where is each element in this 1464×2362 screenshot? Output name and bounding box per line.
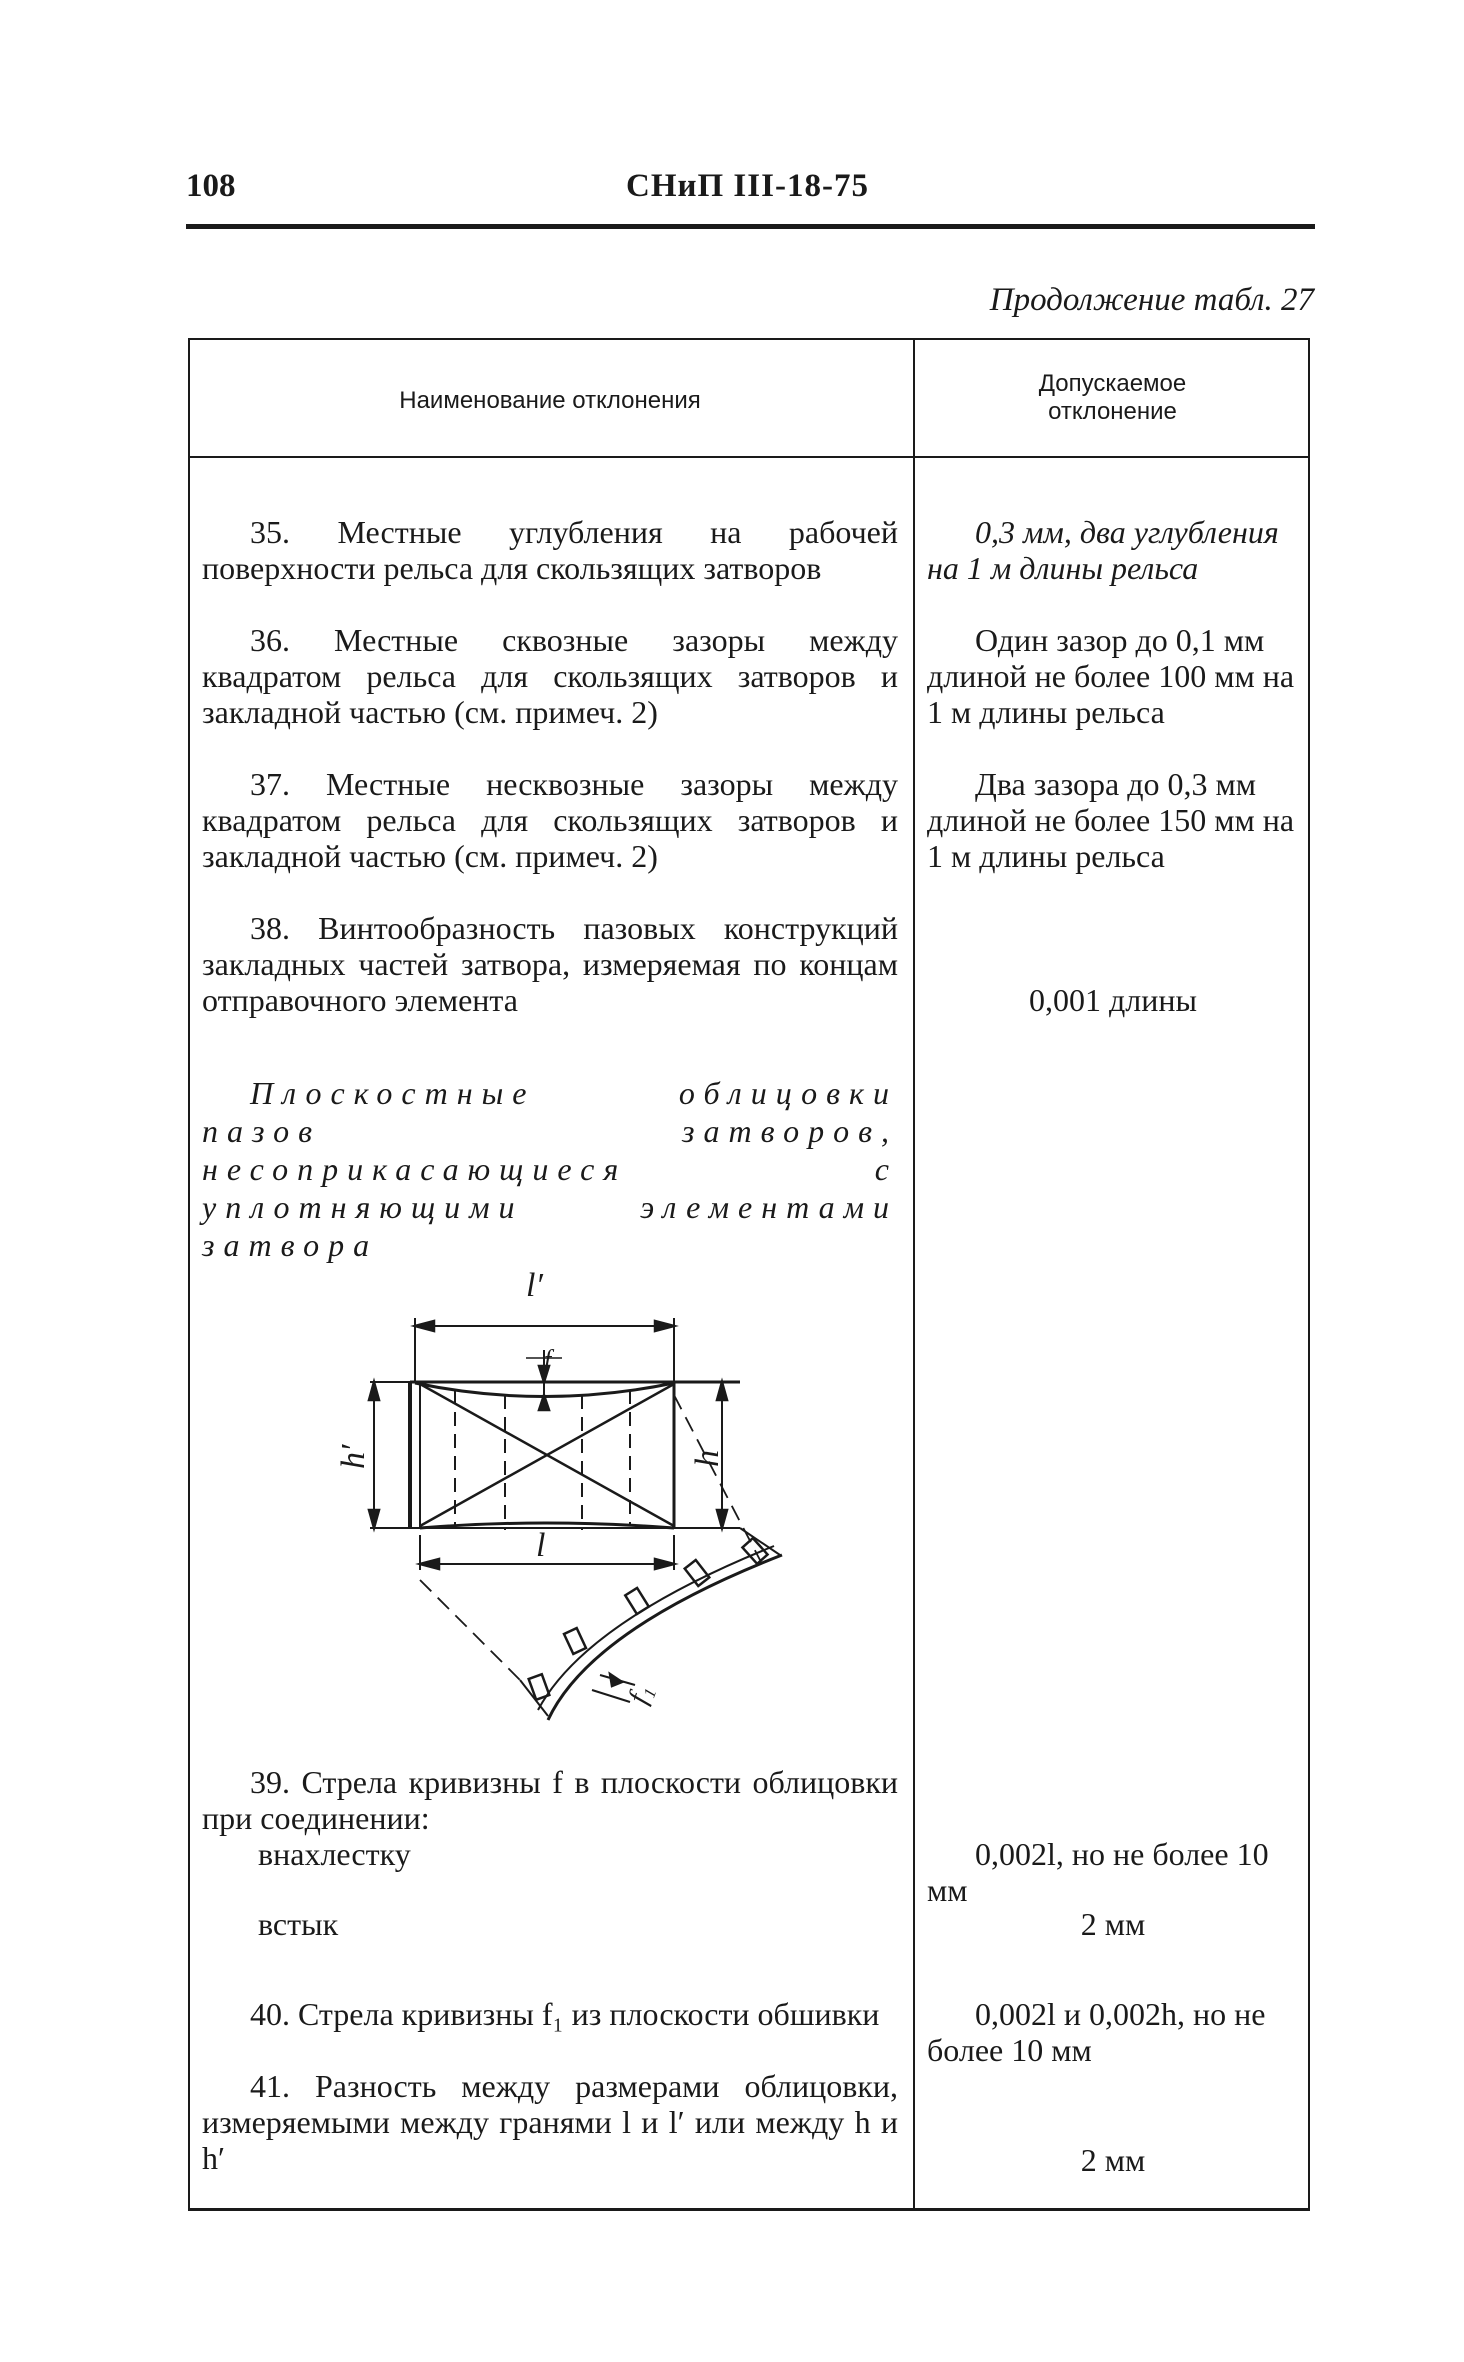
section-heading: Плоскостные облицовки пазов затворов, несоприкасающиеся с уплотняющими элементами затвора bbox=[202, 1075, 898, 1263]
row-41-tolerance: 2 мм bbox=[1080, 2142, 1146, 2178]
column-header-name bbox=[200, 387, 900, 415]
row-36-tolerance: Один зазор до 0,1 мм длиной не более 100 мм на 1 м длины рельса bbox=[927, 622, 1295, 730]
row-40-name: 40. Стрела кривизны f₁ из плоскости обшивки bbox=[250, 1996, 880, 2032]
row-37-name: 37. Местные несквозные зазоры между квадратом рельса для скользящих затворов и закладной частью (см. примеч. 2) bbox=[202, 766, 898, 874]
row-35-name: 35. Местные углубления на рабочей поверхности рельса для скользящих затворов bbox=[202, 514, 898, 586]
table-header-rule bbox=[188, 456, 1310, 458]
row-41-name: 41. Разность между размерами облицовки, измеряемыми между гранями l и l′ или между h и h′ bbox=[202, 2068, 898, 2176]
row-37-tolerance: Два зазора до 0,3 мм длиной не более 150 мм на 1 м длины рельса bbox=[927, 766, 1295, 874]
header-rule bbox=[186, 224, 1315, 229]
column-header-tolerance-line1: Допускаемое bbox=[1038, 370, 1187, 397]
document-code: СНиП III-18-75 bbox=[626, 168, 869, 204]
label-f1: f₁ bbox=[622, 1680, 658, 1708]
row-39-sub-butt-tolerance: 2 мм bbox=[1080, 1906, 1146, 1942]
row-40-tolerance: 0,002l и 0,002h, но не более 10 мм bbox=[927, 1996, 1266, 2068]
table-column-divider bbox=[913, 338, 915, 2210]
table-right-border bbox=[1308, 338, 1310, 2210]
facing-diagram bbox=[330, 1250, 810, 1750]
label-h: h bbox=[689, 1450, 726, 1467]
row-35-tolerance: 0,3 мм, два углубления на 1 м длины рельса bbox=[927, 514, 1279, 586]
row-39-sub-overlap: внахлестку bbox=[258, 1836, 411, 1872]
label-l: l bbox=[536, 1527, 546, 1564]
label-h-prime: h′ bbox=[335, 1444, 372, 1469]
label-f: f bbox=[544, 1345, 552, 1374]
table-left-border bbox=[188, 338, 190, 2210]
row-38-tolerance: 0,001 длины bbox=[1029, 982, 1197, 1018]
row-39-sub-overlap-tolerance: 0,002l, но не более 10 мм bbox=[927, 1836, 1269, 1908]
row-39-sub-butt: встык bbox=[258, 1906, 339, 1942]
label-l-prime: l′ bbox=[526, 1267, 543, 1304]
table-top-border bbox=[188, 338, 1310, 340]
column-header-tolerance-line2: отклонение bbox=[1048, 398, 1177, 425]
column-header-name-text: Наименование отклонения bbox=[399, 387, 701, 414]
row-36-name: 36. Местные сквозные зазоры между квадратом рельса для скользящих затворов и закладной частью (см. примеч. 2) bbox=[202, 622, 898, 730]
column-header-tolerance bbox=[925, 370, 1300, 426]
row-38-name: 38. Винтообразность пазовых конструкций закладных частей затвора, измеряемая по концам отправочного элемента bbox=[202, 910, 898, 1018]
table-bottom-border bbox=[188, 2208, 1310, 2211]
row-39-name: 39. Стрела кривизны f в плоскости облицовки при соединении: bbox=[202, 1764, 898, 1836]
page-number: 108 bbox=[186, 168, 236, 204]
table-continuation-label: Продолжение табл. 27 bbox=[989, 282, 1314, 318]
